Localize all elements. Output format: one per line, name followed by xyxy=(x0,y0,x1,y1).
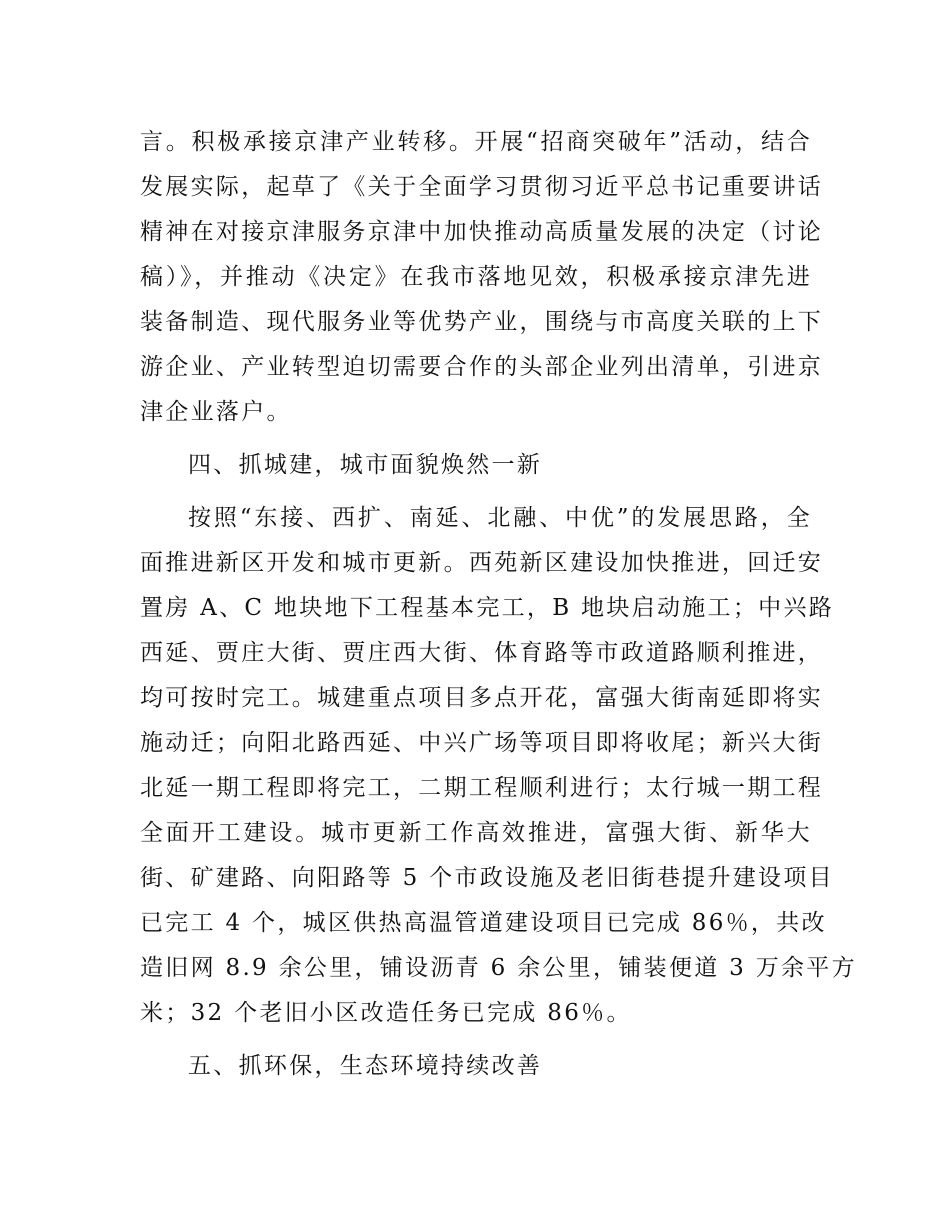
text-line: 北延一期工程即将完工，二期工程顺利进行；太行城一期工程 xyxy=(140,775,824,801)
section-heading-environment: 五、抓环保，生态环境持续改善 xyxy=(188,1053,543,1079)
text-line: 面推进新区开发和城市更新。西苑新区建设加快推进，回迁安 xyxy=(140,550,824,576)
text-line: 言。积极承接京津产业转移。开展“招商突破年”活动，结合 xyxy=(140,129,812,155)
text-line: 米；32 个老旧小区改造任务已完成 86％。 xyxy=(140,1000,632,1026)
text-line: 按照“东接、西扩、南延、北融、中优”的发展思路，全 xyxy=(188,505,812,531)
paragraph-urban-construction xyxy=(140,496,857,1036)
text-line: 街、矿建路、向阳路等 5 个市政设施及老旧街巷提升建设项目 xyxy=(140,865,834,891)
text-line: 全面开工建设。城市更新工作高效推进，富强大街、新华大 xyxy=(140,820,812,846)
text-line: 津企业落户。 xyxy=(140,399,292,425)
text-line: 装备制造、现代服务业等优势产业，围绕与市高度关联的上下 xyxy=(140,309,824,335)
text-line: 已完工 4 个，城区供热高温管道建设项目已完成 86％，共改 xyxy=(140,910,827,936)
document-body xyxy=(140,120,857,1089)
text-line: 精神在对接京津服务京津中加快推动高质量发展的决定（讨论 xyxy=(140,219,824,245)
text-line: 发展实际，起草了《关于全面学习贯彻习近平总书记重要讲话 xyxy=(140,174,824,200)
text-line: 施动迁；向阳北路西延、中兴广场等项目即将收尾；新兴大街 xyxy=(140,730,824,756)
text-line: 造旧网 8.9 余公里，铺设沥青 6 余公里，铺装便道 3 万余平方 xyxy=(140,955,857,981)
section-heading-urban-construction: 四、抓城建，城市面貌焕然一新 xyxy=(188,452,543,478)
text-line: 西延、贾庄大街、贾庄西大街、体育路等市政道路顺利推进， xyxy=(140,640,824,666)
paragraph-industry-transfer xyxy=(140,120,824,435)
text-line: 稿）》，并推动《决定》在我市落地见效，积极承接京津先进 xyxy=(140,264,812,290)
text-line: 均可按时完工。城建重点项目多点开花，富强大街南延即将实 xyxy=(140,685,824,711)
text-line: 置房 A、C 地块地下工程基本完工，B 地块启动施工；中兴路 xyxy=(140,595,835,621)
text-line: 游企业、产业转型迫切需要合作的头部企业列出清单，引进京 xyxy=(140,354,824,380)
